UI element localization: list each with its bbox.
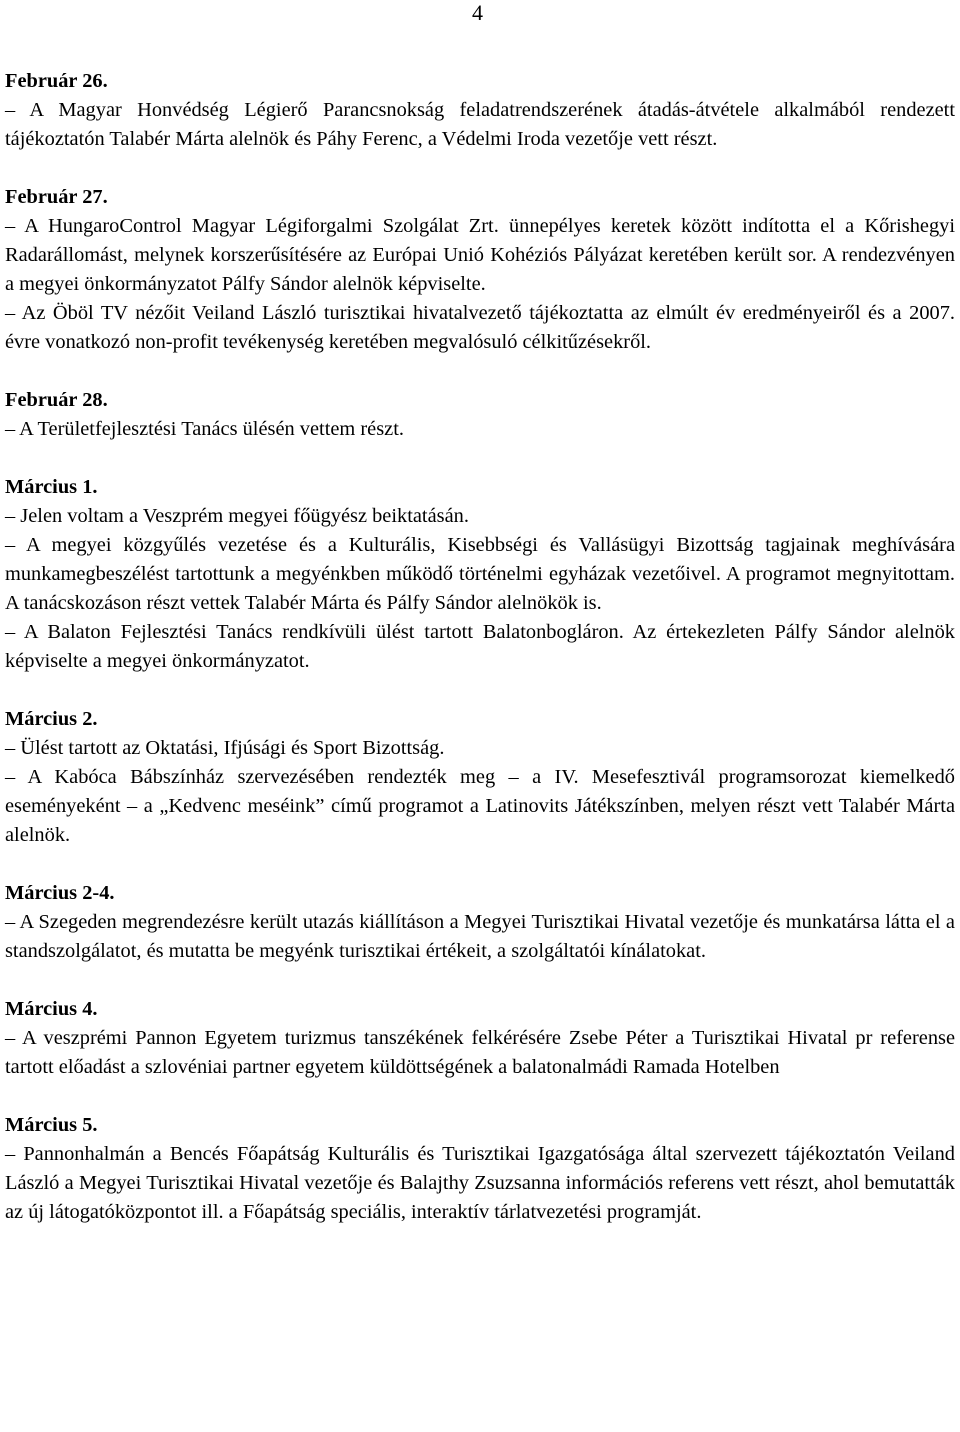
entry: – Jelen voltam a Veszprém megyei főügyész beiktatásán. xyxy=(5,505,469,527)
section-feb-26 xyxy=(5,67,955,154)
entry: – A megyei közgyűlés vezetése és a Kulturális, Kisebbségi és Vallásügyi Bizottság tagjainak meghívására munkamegbeszélést tartottunk a megyénkben működő történelmi egyházak vezetőivel. A programot megnyitottam. A tanácskozáson részt vettek Talabér Márta és Pálfy Sándor alelnökök is. xyxy=(5,534,955,614)
section-mar-2-4 xyxy=(5,879,955,966)
section-mar-1 xyxy=(5,473,955,676)
section-feb-28 xyxy=(5,386,955,444)
entry: – A Területfejlesztési Tanács ülésén vettem részt. xyxy=(5,418,404,440)
entry: – Az Öböl TV nézőit Veiland László turisztikai hivatalvezető tájékoztatta az elmúlt év eredményeiről és a 2007. évre vonatkozó non-profit tevékenység keretében megvalósuló célkitűzésekről. xyxy=(5,302,955,353)
entry: – A HungaroControl Magyar Légiforgalmi Szolgálat Zrt. ünnepélyes keretek között indította el a Kőrishegyi Radarállomást, melynek korszerűsítésére az Európai Unió Kohéziós Pályázat keretében került sor. A rendezvényen a megyei önkormányzatot Pálfy Sándor alelnök képviselte. xyxy=(5,215,955,295)
section-date: Február 28. xyxy=(5,389,108,411)
section-feb-27 xyxy=(5,183,955,357)
section-date: Március 2. xyxy=(5,708,98,730)
section-date: Március 1. xyxy=(5,476,98,498)
entry: – A Magyar Honvédség Légierő Parancsnokság feladatrendszerének átadás-átvétele alkalmából rendezett tájékoztatón Talabér Márta alelnök és Páhy Ferenc, a Védelmi Iroda vezetője vett részt. xyxy=(5,99,955,150)
section-date: Március 4. xyxy=(5,998,98,1020)
document-body xyxy=(5,67,955,1256)
entry: – A Kabóca Bábszínház szervezésében rendezték meg – a IV. Mesefesztivál programsorozat kiemelkedő eseményeként – a „Kedvenc meséink” című programot a Latinovits Játékszínben, melyen részt vett Talabér Márta alelnök. xyxy=(5,766,955,846)
entry: – A veszprémi Pannon Egyetem turizmus tanszékének felkérésére Zsebe Péter a Turisztikai Hivatal pr referense tartott előadást a szlovéniai partner egyetem küldöttségének a balatonalmádi Ramada Hotelben xyxy=(5,1027,955,1078)
section-date: Március 2-4. xyxy=(5,882,115,904)
section-date: Február 27. xyxy=(5,186,108,208)
section-date: Február 26. xyxy=(5,70,108,92)
section-mar-2 xyxy=(5,705,955,850)
section-date: Március 5. xyxy=(5,1114,98,1136)
entry: – Pannonhalmán a Bencés Főapátság Kulturális és Turisztikai Igazgatósága által szervezett tájékoztatón Veiland László a Megyei Turisztikai Hivatal vezetője és Balajthy Zsuzsanna információs referens vett részt, ahol bemutatták az új látogatóközpontot ill. a Főapátság speciális, interaktív tárlatvezetési programját. xyxy=(5,1143,955,1223)
section-mar-5 xyxy=(5,1111,955,1227)
section-mar-4 xyxy=(5,995,955,1082)
entry: – A Balaton Fejlesztési Tanács rendkívüli ülést tartott Balatonbogláron. Az értekezleten Pálfy Sándor alelnök képviselte a megyei önkormányzatot. xyxy=(5,621,955,672)
page-number: 4 xyxy=(472,0,483,25)
entry: – Ülést tartott az Oktatási, Ifjúsági és Sport Bizottság. xyxy=(5,737,445,759)
entry: – A Szegeden megrendezésre került utazás kiállításon a Megyei Turisztikai Hivatal vezetője és munkatársa látta el a standszolgálatot, és mutatta be megyénk turisztikai értékeit, a szolgáltatói kínálatokat. xyxy=(5,911,955,962)
